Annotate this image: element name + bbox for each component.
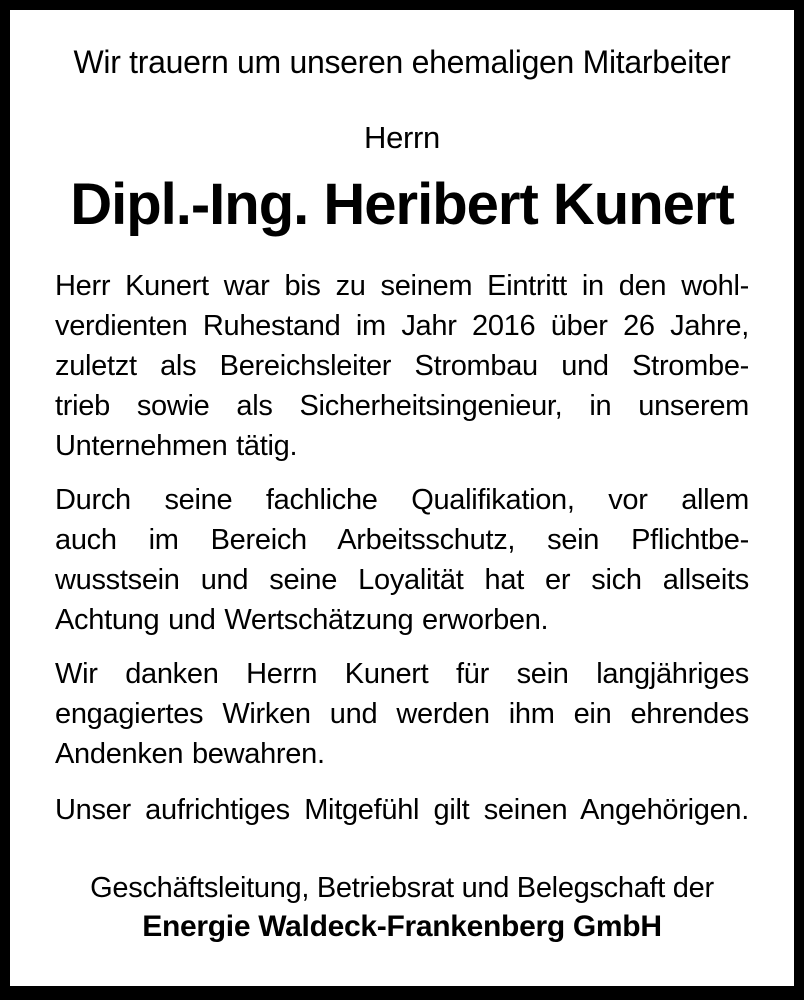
- obituary-paragraph-3: [55, 654, 749, 774]
- company-name: Energie Waldeck-Frankenberg GmbH: [142, 910, 662, 943]
- text-line: Achtung und Wertschätzung erworben.: [55, 604, 549, 636]
- text-line: trieb sowie als Sicherheitsingenieur, in unserem: [55, 390, 749, 422]
- text-line: Unser aufrichtiges Mitgefühl gilt seinen Angehörigen.: [55, 794, 749, 826]
- text-line: wusstsein und seine Loyalität hat er sich allseits: [55, 564, 749, 596]
- salutation-line: Herrn: [363, 120, 440, 155]
- text-line: Unternehmen tätig.: [55, 430, 298, 462]
- signature-line: Geschäftsleitung, Betriebsrat und Belegschaft der: [90, 872, 714, 904]
- obituary-paragraph-1: [55, 266, 749, 466]
- text-line: Herr Kunert war bis zu seinem Eintritt in den wohl-: [55, 270, 749, 302]
- closing-signature: [55, 868, 749, 946]
- text-line: zuletzt als Bereichsleiter Strombau und Strombe-: [55, 350, 749, 382]
- text-line: Andenken bewahren.: [55, 738, 325, 770]
- intro-line: Wir trauern um unseren ehemaligen Mitarbeiter: [73, 44, 731, 80]
- deceased-name: Dipl.-Ing. Heribert Kunert: [70, 172, 734, 237]
- text-line: Durch seine fachliche Qualifikation, vor allem: [55, 484, 749, 516]
- text-line: auch im Bereich Arbeitsschutz, sein Pflichtbe-: [55, 524, 749, 556]
- text-line: Wir danken Herrn Kunert für sein langjähriges: [55, 658, 749, 690]
- obituary-paragraph-2: [55, 480, 749, 640]
- text-line: engagiertes Wirken und werden ihm ein ehrendes: [55, 698, 749, 730]
- text-line: verdienten Ruhestand im Jahr 2016 über 26 Jahre,: [55, 310, 749, 342]
- memorial-notice: [10, 10, 794, 986]
- condolence-paragraph: [55, 790, 749, 830]
